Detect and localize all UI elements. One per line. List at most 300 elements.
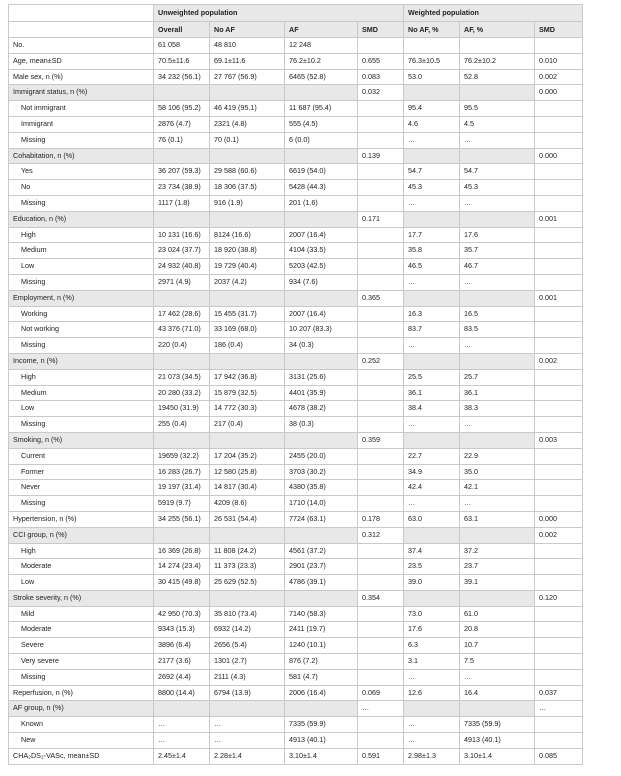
row-label: Current	[9, 448, 154, 464]
cell-af-percent: 76.2±10.2	[460, 53, 535, 69]
cell-no-af: 11 808 (24.2)	[210, 543, 285, 559]
cell-no-af-percent: …	[404, 274, 460, 290]
table-row	[9, 511, 583, 527]
cell-overall: 19659 (32.2)	[154, 448, 210, 464]
cell-overall: 2.45±1.4	[154, 748, 210, 764]
cell-no-af-percent: 25.5	[404, 369, 460, 385]
cell-af-percent: 46.7	[460, 259, 535, 275]
cell-af: 2007 (16.4)	[285, 227, 358, 243]
row-label: Missing	[9, 274, 154, 290]
cell-no-af: 29 588 (60.6)	[210, 164, 285, 180]
cell-af-percent: 37.2	[460, 543, 535, 559]
section-label: Income, n (%)	[9, 353, 154, 369]
cell-no-af-percent: 83.7	[404, 322, 460, 338]
section-label: Smoking, n (%)	[9, 432, 154, 448]
cell-no-af: 33 169 (68.0)	[210, 322, 285, 338]
cell-af: 5203 (42.5)	[285, 259, 358, 275]
cell-no-af-percent: 6.3	[404, 638, 460, 654]
row-label: Immigrant	[9, 116, 154, 132]
cell-smd-unweighted: 0.252	[358, 353, 404, 369]
cell-smd-weighted: 0.000	[535, 85, 583, 101]
cell-no-af-percent: 2.98±1.3	[404, 748, 460, 764]
cell-overall	[154, 148, 210, 164]
cell-overall	[154, 527, 210, 543]
cell-overall: …	[154, 733, 210, 749]
cell-smd-weighted	[535, 243, 583, 259]
cell-smd-weighted	[535, 180, 583, 196]
cell-no-af: 6932 (14.2)	[210, 622, 285, 638]
row-label: Not working	[9, 322, 154, 338]
cell-no-af: 70 (0.1)	[210, 132, 285, 148]
col-header-smd-unweighted: SMD	[358, 22, 404, 38]
cell-smd-weighted	[535, 227, 583, 243]
cell-af-percent	[460, 353, 535, 369]
row-label: Known	[9, 717, 154, 733]
cell-smd-weighted: 0.001	[535, 290, 583, 306]
cell-no-af: 18 306 (37.5)	[210, 180, 285, 196]
cell-overall	[154, 590, 210, 606]
cell-af-percent: 45.3	[460, 180, 535, 196]
header-empty-cell	[9, 22, 154, 38]
cell-overall: 34 255 (56.1)	[154, 511, 210, 527]
row-label: New	[9, 733, 154, 749]
table-row	[9, 259, 583, 275]
cell-smd-unweighted: 0.171	[358, 211, 404, 227]
cell-overall: 61 058	[154, 38, 210, 54]
cell-no-af	[210, 290, 285, 306]
cell-no-af	[210, 211, 285, 227]
cell-smd-unweighted	[358, 575, 404, 591]
cell-no-af: 916 (1.9)	[210, 195, 285, 211]
cell-no-af-percent: …	[404, 417, 460, 433]
cell-af-percent	[460, 590, 535, 606]
cell-no-af-percent: 34.9	[404, 464, 460, 480]
cell-smd-weighted	[535, 322, 583, 338]
cell-af-percent: …	[460, 669, 535, 685]
table-row	[9, 132, 583, 148]
cell-no-af: 35 810 (73.4)	[210, 606, 285, 622]
row-label: Missing	[9, 195, 154, 211]
cell-af-percent	[460, 85, 535, 101]
table-row	[9, 543, 583, 559]
cell-smd-unweighted	[358, 101, 404, 117]
cell-no-af-percent: 4.6	[404, 116, 460, 132]
cell-af	[285, 590, 358, 606]
cell-af-percent: 7335 (59.9)	[460, 717, 535, 733]
cell-smd-weighted	[535, 669, 583, 685]
cell-smd-unweighted	[358, 274, 404, 290]
cell-overall: 76 (0.1)	[154, 132, 210, 148]
cell-no-af	[210, 85, 285, 101]
header-row-columns	[9, 22, 583, 38]
cell-af-percent: 4.5	[460, 116, 535, 132]
cell-smd-unweighted	[358, 259, 404, 275]
cell-smd-unweighted: 0.032	[358, 85, 404, 101]
cell-overall: 3896 (6.4)	[154, 638, 210, 654]
cell-smd-weighted	[535, 496, 583, 512]
cell-af-percent	[460, 290, 535, 306]
section-label: Employment, n (%)	[9, 290, 154, 306]
cell-smd-weighted: …	[535, 701, 583, 717]
table-row	[9, 496, 583, 512]
table-row	[9, 101, 583, 117]
cell-overall: 70.5±11.6	[154, 53, 210, 69]
cell-af-percent: …	[460, 132, 535, 148]
section-row	[9, 290, 583, 306]
cell-no-af-percent: 12.6	[404, 685, 460, 701]
cell-af: 11 687 (95.4)	[285, 101, 358, 117]
cell-smd-weighted	[535, 543, 583, 559]
table-row	[9, 417, 583, 433]
cell-smd-unweighted: 0.655	[358, 53, 404, 69]
cell-smd-unweighted: 0.359	[358, 432, 404, 448]
cell-smd-weighted	[535, 38, 583, 54]
cell-af: 3.10±1.4	[285, 748, 358, 764]
col-header-overall: Overall	[154, 22, 210, 38]
cell-no-af-percent: 3.1	[404, 654, 460, 670]
cell-no-af: 18 920 (38.8)	[210, 243, 285, 259]
cell-smd-unweighted: 0.365	[358, 290, 404, 306]
cell-smd-weighted	[535, 654, 583, 670]
cell-no-af-percent	[404, 38, 460, 54]
col-header-af-percent: AF, %	[460, 22, 535, 38]
cell-af	[285, 353, 358, 369]
cell-overall: 20 280 (33.2)	[154, 385, 210, 401]
cell-af: 38 (0.3)	[285, 417, 358, 433]
cell-af-percent: 3.10±1.4	[460, 748, 535, 764]
cell-af	[285, 211, 358, 227]
cell-af-percent: 4913 (40.1)	[460, 733, 535, 749]
cell-af-percent: 61.0	[460, 606, 535, 622]
cell-af: 1240 (10.1)	[285, 638, 358, 654]
cell-smd-weighted	[535, 480, 583, 496]
table-row	[9, 385, 583, 401]
cell-no-af	[210, 148, 285, 164]
cell-smd-unweighted	[358, 448, 404, 464]
table-row	[9, 274, 583, 290]
cell-no-af: 46 419 (95.1)	[210, 101, 285, 117]
cell-af: 12 248	[285, 38, 358, 54]
cell-af: 581 (4.7)	[285, 669, 358, 685]
cell-no-af-percent: 63.0	[404, 511, 460, 527]
cell-smd-unweighted	[358, 385, 404, 401]
cell-af-percent: …	[460, 496, 535, 512]
cell-smd-unweighted	[358, 480, 404, 496]
cell-smd-weighted	[535, 559, 583, 575]
cell-smd-unweighted	[358, 559, 404, 575]
row-label: Medium	[9, 385, 154, 401]
section-row	[9, 701, 583, 717]
cell-overall: 58 106 (95.2)	[154, 101, 210, 117]
cell-smd-unweighted	[358, 669, 404, 685]
cell-smd-unweighted	[358, 132, 404, 148]
cell-af-percent: …	[460, 195, 535, 211]
cell-af: 1710 (14.0)	[285, 496, 358, 512]
cell-af-percent: 63.1	[460, 511, 535, 527]
row-label: Working	[9, 306, 154, 322]
table-row	[9, 733, 583, 749]
cell-smd-weighted	[535, 259, 583, 275]
cell-no-af-percent: 16.3	[404, 306, 460, 322]
cell-overall: 16 283 (26.7)	[154, 464, 210, 480]
table-row	[9, 322, 583, 338]
cell-smd-unweighted	[358, 195, 404, 211]
cell-af: 4401 (35.9)	[285, 385, 358, 401]
row-label: Moderate	[9, 622, 154, 638]
table-row	[9, 717, 583, 733]
cell-no-af-percent: 54.7	[404, 164, 460, 180]
cell-smd-weighted: 0.000	[535, 511, 583, 527]
cell-no-af-percent: …	[404, 338, 460, 354]
col-header-smd-weighted: SMD	[535, 22, 583, 38]
table-row	[9, 243, 583, 259]
section-label: Cohabitation, n (%)	[9, 148, 154, 164]
table-row	[9, 338, 583, 354]
cell-af-percent: 42.1	[460, 480, 535, 496]
cell-no-af-percent: 37.4	[404, 543, 460, 559]
cell-smd-unweighted: 0.069	[358, 685, 404, 701]
baseline-characteristics-table	[8, 4, 583, 765]
cell-smd-weighted: 0.002	[535, 527, 583, 543]
cell-smd-unweighted	[358, 638, 404, 654]
cell-af-percent	[460, 701, 535, 717]
cell-smd-weighted	[535, 417, 583, 433]
cell-af: 7140 (58.3)	[285, 606, 358, 622]
cell-no-af-percent: 23.5	[404, 559, 460, 575]
cell-overall: …	[154, 717, 210, 733]
cell-smd-unweighted: 0.312	[358, 527, 404, 543]
table-row	[9, 164, 583, 180]
cell-no-af: 15 455 (31.7)	[210, 306, 285, 322]
row-label: CHA₂DS₂-VASc, mean±SD	[9, 748, 154, 764]
cell-af-percent: 39.1	[460, 575, 535, 591]
section-row	[9, 148, 583, 164]
cell-overall: 43 376 (71.0)	[154, 322, 210, 338]
cell-af: 7724 (63.1)	[285, 511, 358, 527]
cell-no-af	[210, 590, 285, 606]
table-row	[9, 369, 583, 385]
cell-no-af: 69.1±11.6	[210, 53, 285, 69]
cell-smd-unweighted: 0.591	[358, 748, 404, 764]
cell-overall: 16 369 (26.8)	[154, 543, 210, 559]
cell-smd-weighted	[535, 385, 583, 401]
cell-smd-weighted: 0.010	[535, 53, 583, 69]
cell-no-af-percent	[404, 85, 460, 101]
cell-af: 10 207 (83.3)	[285, 322, 358, 338]
cell-smd-weighted	[535, 101, 583, 117]
cell-af-percent: 16.4	[460, 685, 535, 701]
cell-smd-weighted	[535, 164, 583, 180]
cell-smd-unweighted	[358, 717, 404, 733]
row-label: High	[9, 543, 154, 559]
cell-af: 5428 (44.3)	[285, 180, 358, 196]
cell-smd-weighted: 0.000	[535, 148, 583, 164]
table-row	[9, 401, 583, 417]
table-row	[9, 53, 583, 69]
cell-no-af-percent	[404, 432, 460, 448]
cell-no-af: 2037 (4.2)	[210, 274, 285, 290]
cell-smd-unweighted: 0.354	[358, 590, 404, 606]
cell-smd-unweighted	[358, 606, 404, 622]
cell-no-af-percent: 42.4	[404, 480, 460, 496]
cell-no-af: 2321 (4.8)	[210, 116, 285, 132]
table-row	[9, 748, 583, 764]
cell-overall: 24 932 (40.8)	[154, 259, 210, 275]
row-label: Missing	[9, 496, 154, 512]
cell-af-percent: 35.0	[460, 464, 535, 480]
cell-overall	[154, 290, 210, 306]
cell-af-percent: 17.6	[460, 227, 535, 243]
row-label: Not immigrant	[9, 101, 154, 117]
section-label: Stroke severity, n (%)	[9, 590, 154, 606]
row-label: No.	[9, 38, 154, 54]
cell-overall: 36 207 (59.3)	[154, 164, 210, 180]
cell-no-af-percent: 45.3	[404, 180, 460, 196]
cell-overall: 17 462 (28.6)	[154, 306, 210, 322]
cell-af: 2411 (19.7)	[285, 622, 358, 638]
cell-af-percent: 36.1	[460, 385, 535, 401]
cell-no-af: 6794 (13.9)	[210, 685, 285, 701]
cell-af	[285, 290, 358, 306]
cell-smd-weighted	[535, 733, 583, 749]
cell-smd-unweighted	[358, 622, 404, 638]
cell-overall	[154, 211, 210, 227]
cell-no-af: 17 942 (36.8)	[210, 369, 285, 385]
cell-af: 555 (4.5)	[285, 116, 358, 132]
cell-overall: 2876 (4.7)	[154, 116, 210, 132]
cell-overall: 1117 (1.8)	[154, 195, 210, 211]
cell-overall	[154, 353, 210, 369]
table-row	[9, 448, 583, 464]
cell-smd-unweighted	[358, 496, 404, 512]
table-row	[9, 306, 583, 322]
cell-af: 3131 (25.6)	[285, 369, 358, 385]
cell-smd-weighted: 0.120	[535, 590, 583, 606]
cell-smd-unweighted	[358, 464, 404, 480]
cell-af: 7335 (59.9)	[285, 717, 358, 733]
cell-overall: 42 950 (70.3)	[154, 606, 210, 622]
cell-smd-unweighted	[358, 306, 404, 322]
cell-no-af-percent: …	[404, 132, 460, 148]
cell-smd-weighted	[535, 575, 583, 591]
cell-no-af: 186 (0.4)	[210, 338, 285, 354]
cell-af-percent: 7.5	[460, 654, 535, 670]
row-label: Never	[9, 480, 154, 496]
cell-smd-unweighted	[358, 417, 404, 433]
cell-no-af-percent	[404, 590, 460, 606]
cell-no-af-percent: …	[404, 733, 460, 749]
cell-no-af-percent	[404, 148, 460, 164]
cell-af: 876 (7.2)	[285, 654, 358, 670]
cell-overall: 19450 (31.9)	[154, 401, 210, 417]
cell-no-af-percent	[404, 353, 460, 369]
cell-smd-unweighted: …	[358, 701, 404, 717]
cell-no-af-percent: 35.8	[404, 243, 460, 259]
cell-smd-unweighted	[358, 38, 404, 54]
cell-smd-weighted	[535, 338, 583, 354]
cell-smd-unweighted	[358, 164, 404, 180]
row-label: Former	[9, 464, 154, 480]
cell-no-af: 25 629 (52.5)	[210, 575, 285, 591]
cell-smd-weighted	[535, 116, 583, 132]
row-label: Hypertension, n (%)	[9, 511, 154, 527]
row-label: Mild	[9, 606, 154, 622]
table-row	[9, 606, 583, 622]
cell-af-percent	[460, 527, 535, 543]
row-label: High	[9, 227, 154, 243]
cell-af-percent: 38.3	[460, 401, 535, 417]
header-unweighted: Unweighted population	[154, 5, 404, 22]
table-row	[9, 685, 583, 701]
cell-no-af-percent	[404, 527, 460, 543]
cell-smd-weighted: 0.003	[535, 432, 583, 448]
row-label: Severe	[9, 638, 154, 654]
cell-no-af-percent: 17.7	[404, 227, 460, 243]
cell-smd-weighted	[535, 464, 583, 480]
cell-af: 6619 (54.0)	[285, 164, 358, 180]
cell-smd-weighted	[535, 132, 583, 148]
cell-no-af: 19 729 (40.4)	[210, 259, 285, 275]
cell-overall: 8800 (14.4)	[154, 685, 210, 701]
cell-af-percent: 22.9	[460, 448, 535, 464]
cell-no-af: 17 204 (35.2)	[210, 448, 285, 464]
cell-smd-weighted: 0.001	[535, 211, 583, 227]
cell-af: 4786 (39.1)	[285, 575, 358, 591]
cell-overall: 14 274 (23.4)	[154, 559, 210, 575]
cell-smd-unweighted	[358, 338, 404, 354]
cell-smd-unweighted	[358, 401, 404, 417]
cell-overall: 220 (0.4)	[154, 338, 210, 354]
cell-smd-weighted	[535, 401, 583, 417]
cell-no-af: 14 772 (30.3)	[210, 401, 285, 417]
cell-smd-weighted: 0.037	[535, 685, 583, 701]
section-row	[9, 527, 583, 543]
cell-af-percent: …	[460, 274, 535, 290]
section-row	[9, 211, 583, 227]
cell-no-af-percent: 95.4	[404, 101, 460, 117]
cell-af-percent: 54.7	[460, 164, 535, 180]
cell-af-percent	[460, 211, 535, 227]
table-row	[9, 559, 583, 575]
cell-af: 201 (1.6)	[285, 195, 358, 211]
cell-af: 2006 (16.4)	[285, 685, 358, 701]
cell-overall: 23 734 (38.9)	[154, 180, 210, 196]
cell-smd-unweighted	[358, 543, 404, 559]
header-row-groups	[9, 5, 583, 22]
cell-no-af-percent: 73.0	[404, 606, 460, 622]
cell-af: 6465 (52.8)	[285, 69, 358, 85]
row-label: Low	[9, 401, 154, 417]
cell-af-percent	[460, 148, 535, 164]
col-header-no-af: No AF	[210, 22, 285, 38]
cell-af-percent: 25.7	[460, 369, 535, 385]
table-row	[9, 116, 583, 132]
cell-no-af-percent: 53.0	[404, 69, 460, 85]
cell-smd-unweighted: 0.139	[358, 148, 404, 164]
cell-af-percent: …	[460, 417, 535, 433]
cell-no-af: 12 580 (25.8)	[210, 464, 285, 480]
table-row	[9, 195, 583, 211]
cell-af: 2455 (20.0)	[285, 448, 358, 464]
cell-af	[285, 85, 358, 101]
cell-overall: 2177 (3.6)	[154, 654, 210, 670]
table-row	[9, 669, 583, 685]
cell-af	[285, 432, 358, 448]
cell-no-af	[210, 527, 285, 543]
cell-af: 6 (0.0)	[285, 132, 358, 148]
cell-no-af-percent: …	[404, 669, 460, 685]
cell-no-af: 2.28±1.4	[210, 748, 285, 764]
